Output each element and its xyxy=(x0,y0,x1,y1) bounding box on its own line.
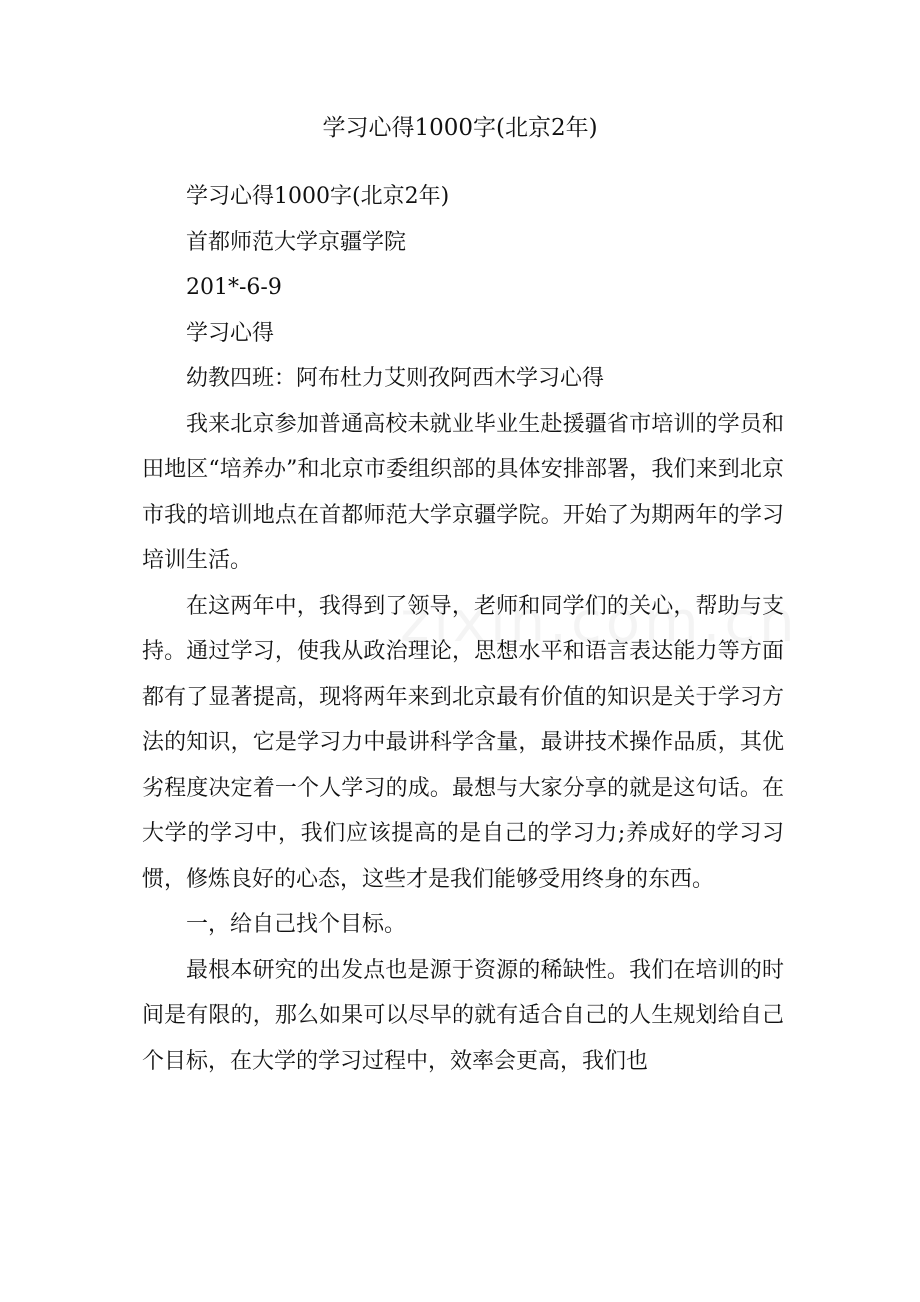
paragraph: 我来北京参加普通高校未就业毕业生赴援疆省市培训的学员和田地区“培养办”和北京市委组织部的具体安排部署，我们来到北京市我的培训地点在首都师范大学京疆学院。开始了为期两年的学习培训生活。 xyxy=(142,411,784,573)
document-body xyxy=(142,174,784,1084)
institution-line: 首都师范大学京疆学院 xyxy=(186,229,407,255)
subtitle-line: 学习心得1000字(北京2年) xyxy=(186,184,450,209)
paragraph: 在这两年中，我得到了领导，老师和同学们的关心，帮助与支持。通过学习，使我从政治理论，思想水平和语言表达能力等方面都有了显著提高，现将两年来到北京最有价值的知识是关于学习方法的知识，它是学习力中最讲科学含量，最讲技术操作品质，其优劣程度决定着一个人学习的成。最想与大家分享的就是这句话。在大学的学习中，我们应该提高的是自己的学习力;养成好的学习习惯，修炼良好的心态，这些才是我们能够受用终身的东西。 xyxy=(142,593,784,892)
paragraph-heading: 一，给自己找个目标。 xyxy=(186,912,407,937)
paragraph: 最根本研究的出发点也是源于资源的稀缺性。我们在培训的时间是有限的，那么如果可以尽早的就有适合自己的人生规划给自己个目标，在大学的学习过程中，效率会更高，我们也 xyxy=(142,957,784,1074)
section-label: 学习心得 xyxy=(186,320,275,346)
date-line: 201*-6-9 xyxy=(186,275,282,300)
author-line: 幼教四班：阿布杜力艾则孜阿西木学习心得 xyxy=(186,366,605,391)
document-title: 学习心得1000字(北京2年) xyxy=(322,115,598,141)
